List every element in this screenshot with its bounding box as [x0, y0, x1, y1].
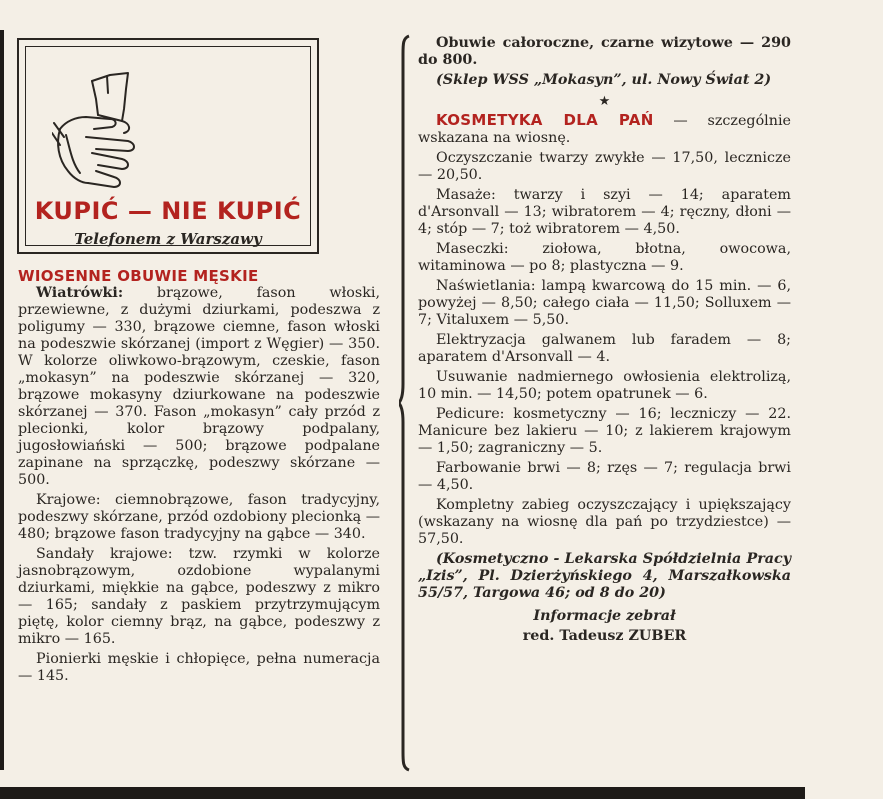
- paragraph-kosmetyka-heading: [418, 112, 791, 147]
- left-edge-rule: [0, 30, 4, 770]
- column-header-box: [17, 38, 319, 254]
- paragraph-farbowanie: Farbowanie brwi — 8; rzęs — 7; regulacja brwi — 4,50.: [418, 460, 791, 493]
- section-heading-shoes: WIOSENNE OBUWIE MĘSKIE: [18, 267, 259, 285]
- header-inner-frame: [25, 46, 311, 246]
- header-subtitle: Telefonem z Warszawy: [74, 230, 262, 248]
- left-column: [18, 268, 380, 688]
- section-heading-cosmetics: KOSMETYKA DLA PAŃ: [436, 111, 654, 129]
- paragraph-wiatrowki: [18, 285, 380, 489]
- credit-line-1: Informacje zebrał: [533, 608, 676, 624]
- paragraph-oczyszczanie: Oczyszczanie twarzy zwykłe — 17,50, lecznicze — 20,50.: [418, 150, 791, 183]
- paragraph-usuwanie: Usuwanie nadmiernego owłosienia elektrolizą, 10 min. — 14,50; potem opatrunek — 6.: [418, 369, 791, 402]
- paragraph-naswietlania: Naświetlania: lampą kwarcową do 15 min. — 6, powyżej — 8,50; całego ciała — 11,50; Solluxem — 7; Vitaluxem — 5,50.: [418, 278, 791, 328]
- bottom-rule: [0, 787, 805, 799]
- star-divider-icon: ★: [598, 94, 611, 109]
- paragraph-pedicure: Pedicure: kosmetyczny — 16; leczniczy — 22. Manicure bez lakieru — 10; z lakierem krajowym — 1,50; zagraniczny — 5.: [418, 406, 791, 456]
- lead-wiatrowki: Wiatrówki:: [36, 285, 124, 301]
- cosmetics-heading-rest: — szczególnie wskazana na wiosnę.: [418, 113, 791, 146]
- paragraph-obuwie-caloroczne: Obuwie całoroczne, czarne wizytowe — 290 do 800.: [418, 35, 791, 68]
- paragraph-kompletny-zabieg: Kompletny zabieg oczyszczający i upiększający (wskazany na wiosnę dla pań po trzydziestce) — 57,50.: [418, 497, 791, 547]
- hand-holding-shoe-illustration: [52, 59, 162, 199]
- paragraph-elektryzacja: Elektryzacja galwanem lub faradem — 8; aparatem d'Arsonvall — 4.: [418, 332, 791, 365]
- column-brace-divider: [399, 34, 413, 772]
- text-wiatrowki: brązowe, fason włoski, przewiewne, z dużymi dziurkami, podeszwa z poligumy — 330, brązowe ciemne, fason włoski na podeszwie skórzanej (import z Węgier) — 350. W kolorze oliwkowo-brązowym, czeskie, fason „mokasyn” na podeszwie skórzanej — 320, brązowe mokasyny dziurkowane na podeszwie skórzanej — 370. Fason „mokasyn” cały przód z plecionki, kolor brązowy podpalany, jugosłowiański — 500; brązowe podpalane zapinane na sprzączkę, podeszwy skórzane — 500.: [18, 285, 380, 488]
- header-title: KUPIĆ — NIE KUPIĆ: [34, 197, 302, 225]
- paragraph-sandaly: Sandały krajowe: tzw. rzymki w kolorze jasnobrązowym, ozdobione wypalanymi dziurkami, miękkie na gąbce, podeszwy z mikro — 165; sandały z paskiem przytrzymującym piętę, kolor ciemny brąz, na gąbce, podeszwy z mikro — 165.: [18, 546, 380, 647]
- paragraph-izis-address: (Kosmetyczno - Lekarska Spółdzielnia Pracy „Izis”, Pl. Dzierżyńskiego 4, Marszałkowska 55/57, Targowa 46; od 8 do 20): [418, 551, 791, 601]
- credit-line-2: red. Tadeusz ZUBER: [522, 628, 687, 644]
- paragraph-pionierki: Pionierki męskie i chłopięce, pełna numeracja — 145.: [18, 651, 380, 684]
- paragraph-krajowe: Krajowe: ciemnobrązowe, fason tradycyjny, podeszwy skórzane, przód ozdobiony plecionką — 480; brązowe fason tradycyjny na gąbce — 340.: [18, 492, 380, 542]
- paragraph-sklep-mokasyn: (Sklep WSS „Mokasyn”, ul. Nowy Świat 2): [436, 72, 772, 88]
- right-column: [418, 35, 791, 648]
- paragraph-masaze: Masaże: twarzy i szyi — 14; aparatem d'Arsonvall — 13; wibratorem — 4; ręczny, dłoni — 4; stóp — 7; toż wibratorem — 4,50.: [418, 187, 791, 237]
- paragraph-maseczki: Maseczki: ziołowa, błotna, owocowa, witaminowa — po 8; plastyczna — 9.: [418, 241, 791, 274]
